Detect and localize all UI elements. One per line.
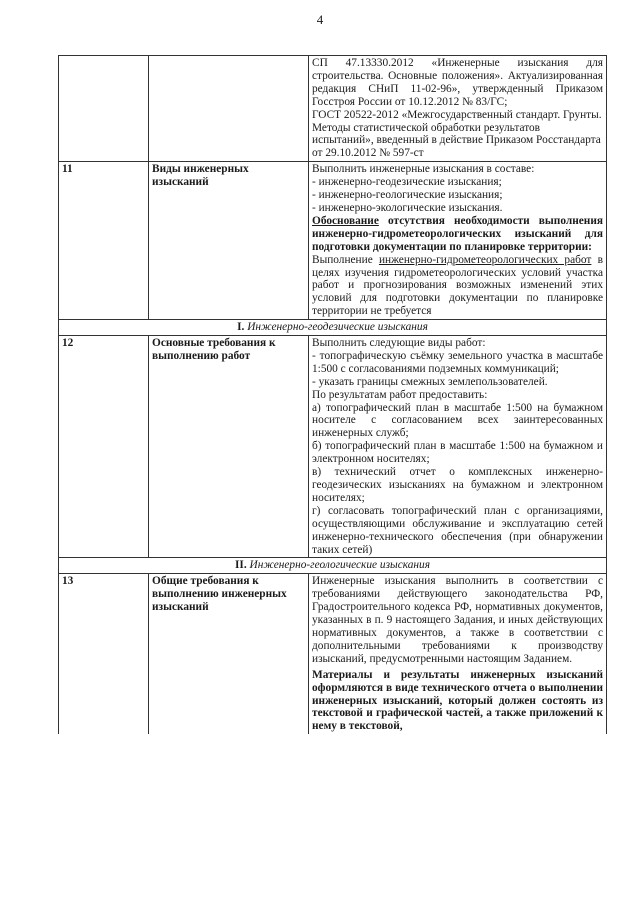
num-cell-empty [59, 56, 149, 162]
text-cell [309, 162, 607, 320]
section-roman: II. [235, 559, 247, 572]
page-number: 4 [316, 12, 324, 27]
section-header-geodetic [59, 320, 607, 336]
paragraph: Инженерные изыскания выполнить в соответствии с требованиями действующего законодательства РФ, Градостроительного кодекса РФ, нормативных документов, указанных в п. 9 настоящего Задания, и иных действующих нормативных документов, а также в соответствии с дополнительными требованиями к производству изысканий, предусмотренными настоящим Заданием. [312, 575, 603, 665]
norm-reference: ГОСТ 20522-2012 «Межгосударственный стандарт. Грунты. Методы статистической обработки результатов испытаний», введенный в действие Приказом Росстандарта от 29.10.2012 № 597-ст [312, 108, 602, 160]
paragraph: Выполнить инженерные изыскания в составе: [312, 163, 535, 176]
justification-heading [312, 215, 603, 254]
section-title [59, 558, 607, 574]
text-cell [309, 574, 607, 734]
list-item: - топографическую съёмку земельного участка в масштабе 1:500 с согласованиями подземных коммуникаций; [312, 349, 603, 375]
list-item: - инженерно-геодезические изыскания; [312, 176, 502, 189]
section-name: Инженерно-геодезические изыскания [244, 321, 428, 334]
section-header-geological [59, 558, 607, 574]
list-item: в) технический отчет о комплексных инженерно-геодезических изысканиях на бумажном и электронном носителях; [312, 466, 603, 504]
paragraph [312, 254, 603, 319]
row-number: 13 [59, 574, 149, 734]
requirements-table [58, 55, 607, 734]
justification-label: Обоснование [312, 214, 379, 227]
table-row-13 [59, 574, 607, 734]
row-number: 11 [59, 162, 149, 320]
norm-reference: СП 47.13330.2012 «Инженерные изыскания для строительства. Основные положения». Актуализированная редакция СНиП 11-02-96», утвержденный Приказом Госстроя России от 10.12.2012 № 83/ГС; [312, 57, 603, 108]
list-item: - инженерно-геологические изыскания; [312, 189, 503, 202]
list-item: г) согласовать топографический план с организациями, осуществляющими обслуживание и эксплуатацию сетей инженерно-технического обеспечения (при обнаружении таких сетей) [312, 504, 603, 556]
underlined-phrase: инженерно-гидрометеорологических работ [378, 253, 592, 266]
list-item: а) топографический план в масштабе 1:500 на бумажном носителе с согласованием всех заинтересованных инженерных служб; [312, 401, 603, 440]
paragraph-end: в целях изучения гидрометеорологических условий участка работ и прогнозирования возможных изменений этих условий для подготовки документации по планировке территории не требуется [312, 253, 603, 318]
section-name: Инженерно-геологические изыскания [246, 559, 430, 572]
paragraph-bold: Материалы и результаты инженерных изысканий оформляются в виде технического отчета о выполнении инженерных изысканий, который должен состоять из текстовой и графической частей, а также приложений к нему в текстовой, [312, 668, 603, 733]
row-title: Виды инженерных изысканий [149, 162, 309, 320]
list-item: - инженерно-экологические изыскания. [312, 201, 503, 214]
row-title: Общие требования к выполнению инженерных изысканий [149, 574, 309, 734]
row-title: Основные требования к выполнению работ [149, 336, 309, 558]
paragraph: По результатам работ предоставить: [312, 388, 488, 401]
justification-text: отсутствия необходимости выполнения инженерно-гидрометеорологических изысканий для подготовки документации по планировке территории: [312, 214, 603, 253]
name-cell-empty [149, 56, 309, 162]
list-item: б) топографический план в масштабе 1:500 на бумажном и электронном носителях; [312, 440, 603, 466]
table-row-11 [59, 162, 607, 320]
section-roman: I. [237, 321, 245, 334]
paragraph-start: Выполнение [312, 253, 379, 266]
table-row-continued [59, 56, 607, 162]
section-title [59, 320, 607, 336]
text-cell [309, 56, 607, 162]
row-number: 12 [59, 336, 149, 558]
list-item: - указать границы смежных землепользователей. [312, 375, 548, 388]
text-cell [309, 336, 607, 558]
table-row-12 [59, 336, 607, 558]
paragraph: Выполнить следующие виды работ: [312, 337, 486, 350]
